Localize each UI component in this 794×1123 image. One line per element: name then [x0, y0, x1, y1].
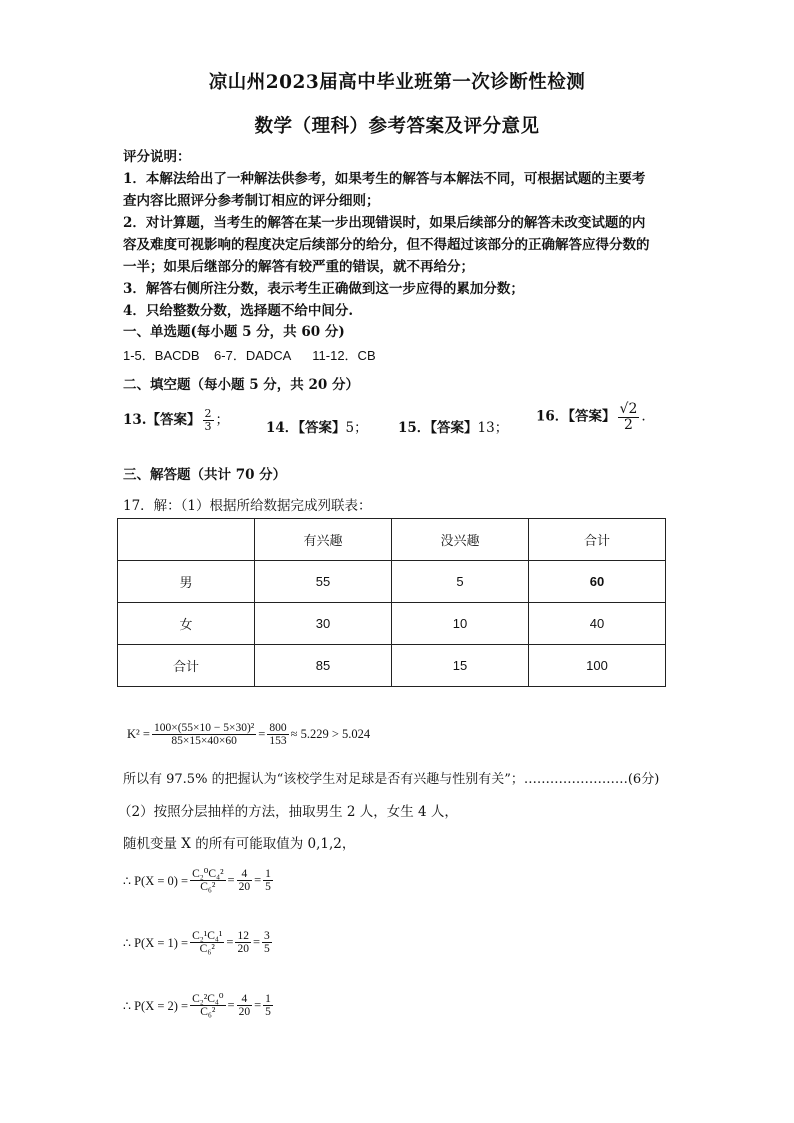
fraction-numerator: 12 — [237, 930, 249, 942]
scoring-notes-heading: 评分说明： — [123, 149, 191, 165]
scoring-note-line: 2．对计算题，当考生的解答在某一步出现错误时，如果后续部分的解答未改变试题的内 — [123, 215, 646, 231]
answer-16-tail: . — [641, 408, 646, 425]
scoring-note-line: 4．只给整数分数，选择题不给中间分. — [123, 303, 354, 319]
table-header-row — [118, 519, 666, 561]
fraction-numerator: 4 — [237, 993, 253, 1006]
fraction-denominator: 85×15×40×60 — [171, 735, 237, 748]
combination-fraction — [190, 930, 224, 955]
fraction-numerator: 2 — [204, 407, 212, 421]
formula-equals: = — [227, 873, 235, 888]
table-cell: 合计 — [529, 519, 666, 561]
fraction-numerator: 3 — [264, 930, 270, 942]
result-fraction — [263, 868, 273, 893]
fraction-numerator: 1 — [265, 993, 271, 1005]
fraction-denominator: 2 — [624, 416, 633, 433]
fraction-denominator: 20 — [237, 943, 249, 956]
fraction-numerator: 4 — [237, 868, 253, 881]
scoring-note-line: 查内容比照评分参考制订相应的评分细则； — [123, 193, 380, 209]
fraction-denominator: 5 — [265, 1006, 271, 1019]
value-fraction — [237, 868, 253, 893]
value-fraction — [237, 993, 253, 1018]
formula-lhs: K² = — [127, 727, 150, 742]
answer-14-value: 5； — [345, 420, 368, 436]
fraction-denominator: 20 — [238, 1006, 251, 1019]
fill-in-answers — [123, 401, 683, 444]
table-cell — [118, 519, 255, 561]
answer-16-fraction — [618, 402, 640, 432]
table-cell: 10 — [392, 603, 529, 645]
fraction-denominator: 5 — [264, 943, 270, 956]
section2-heading: 二、填空题（每小题 5 分，共 20 分） — [123, 377, 359, 393]
fraction-numerator: 800 — [269, 722, 287, 734]
fraction-denominator: 153 — [269, 735, 287, 748]
combination-fraction — [190, 868, 225, 893]
scoring-note-line: 一半；如果后继部分的解答有较严重的错误，就不再给分； — [123, 259, 474, 275]
table-cell: 30 — [255, 603, 392, 645]
table-cell: 合计 — [118, 645, 255, 687]
fraction-denominator: 5 — [265, 881, 271, 894]
table-cell: 40 — [529, 603, 666, 645]
scoring-note-line: 容及难度可视影响的程度决定后续部分的给分，但不得超过该部分的正确解答应得分数的 — [123, 237, 650, 253]
formula-lhs: ∴ P(X = 1) = — [123, 935, 189, 950]
contingency-table — [117, 518, 666, 687]
table-cell: 没兴趣 — [392, 519, 529, 561]
answer-15-label: 15．【答案】 — [398, 420, 478, 436]
section1-heading: 一、单选题(每小题 5 分，共 60 分) — [123, 324, 345, 340]
answer-13-tail: ； — [215, 412, 229, 428]
table-cell: 15 — [392, 645, 529, 687]
answer-15-value: 13； — [477, 420, 509, 436]
k2-conclusion: 所以有 97.5% 的把握认为“该校学生对足球是否有兴趣与性别有关”；……………………(6分) — [123, 772, 660, 787]
table-cell: 有兴趣 — [255, 519, 392, 561]
table-row — [118, 645, 666, 687]
scoring-note-line: 3．解答右侧所注分数，表示考生正确做到这一步应得的累加分数； — [123, 281, 524, 297]
formula-lhs: ∴ P(X = 2) = — [123, 998, 189, 1013]
table-cell: 女 — [118, 603, 255, 645]
prob-x1-formula — [123, 930, 274, 955]
table-cell: 60 — [529, 561, 666, 603]
formula-lhs: ∴ P(X = 0) = — [123, 873, 189, 888]
answer-16 — [536, 402, 646, 432]
k2-fraction — [152, 722, 256, 747]
answer-13 — [123, 408, 229, 433]
formula-equals: = — [258, 727, 266, 742]
fraction-numerator: C₂¹C₄¹ — [192, 930, 223, 942]
fraction-denominator: 20 — [238, 881, 251, 894]
fraction-numerator: C₂²C₄⁰ — [192, 993, 224, 1005]
doc-title-line2: 数学（理科）参考答案及评分意见 — [254, 116, 540, 137]
section1-answers: 1-5．BACDB 6-7．DADCA 11-12．CB — [123, 348, 376, 363]
table-cell: 5 — [392, 561, 529, 603]
section3-heading: 三、解答题（共计 70 分） — [123, 467, 287, 483]
formula-tail: ≈ 5.229 > 5.024 — [290, 727, 371, 742]
fraction-denominator: 3 — [204, 420, 212, 433]
prob-x2-formula — [123, 993, 275, 1018]
fraction-numerator: 1 — [265, 868, 271, 880]
scoring-note-line: 1．本解法给出了一种解法供参考，如果考生的解答与本解法不同，可根据试题的主要考 — [123, 171, 646, 187]
table-cell: 85 — [255, 645, 392, 687]
fraction-numerator: C₂⁰C₄² — [192, 868, 224, 880]
fraction-denominator: C₆² — [199, 943, 215, 956]
table-row — [118, 603, 666, 645]
formula-equals: = — [254, 998, 262, 1013]
answer-14-label: 14．【答案】 — [266, 420, 346, 436]
q17-intro: 17．解：（1）根据所给数据完成列联表： — [123, 498, 372, 514]
answer-13-fraction — [203, 408, 214, 432]
formula-equals: = — [227, 998, 235, 1013]
table-cell: 55 — [255, 561, 392, 603]
table-cell: 男 — [118, 561, 255, 603]
answer-15 — [398, 416, 508, 436]
table-row — [118, 561, 666, 603]
prob-x0-formula — [123, 868, 275, 893]
formula-equals: = — [252, 935, 260, 950]
formula-equals: = — [254, 873, 262, 888]
value-fraction — [235, 930, 251, 955]
answer-16-label: 16．【答案】 — [536, 408, 616, 425]
fraction-denominator: C₆² — [200, 1006, 216, 1019]
result-fraction — [262, 930, 272, 955]
k2-formula — [127, 722, 370, 747]
combination-fraction — [190, 993, 225, 1018]
fraction-numerator: √2 — [619, 401, 638, 417]
answer-13-label: 13.【答案】 — [123, 412, 201, 428]
table-cell: 100 — [529, 645, 666, 687]
doc-title-line1: 凉山州2023届高中毕业班第一次诊断性检测 — [208, 72, 586, 93]
random-variable-text: 随机变量 X 的所有可能取值为 0,1,2， — [123, 836, 356, 852]
k2-fraction-simplified — [267, 722, 288, 747]
fraction-denominator: C₆² — [200, 881, 216, 894]
fraction-numerator: 100×(55×10 − 5×30)² — [153, 722, 255, 734]
result-fraction — [263, 993, 273, 1018]
formula-equals: = — [226, 935, 234, 950]
answer-14 — [266, 416, 368, 436]
part2-text: （2）按照分层抽样的方法，抽取男生 2 人，女生 4 人， — [118, 804, 458, 820]
